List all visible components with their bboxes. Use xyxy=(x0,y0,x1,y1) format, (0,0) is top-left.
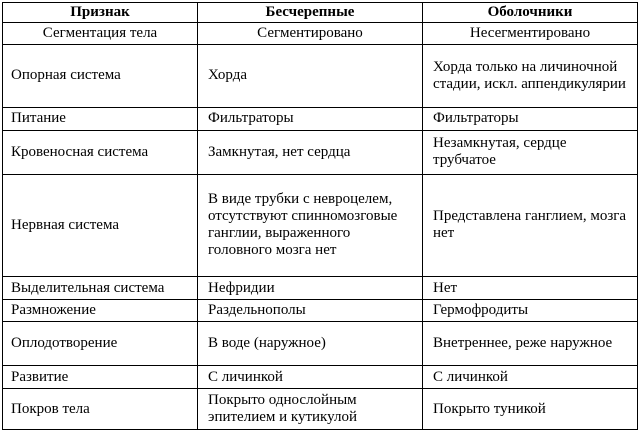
table-row xyxy=(3,366,638,389)
table-row xyxy=(3,322,638,366)
table-cell: Незамкнутая, сердце трубчатое xyxy=(423,130,638,174)
table-row xyxy=(3,389,638,430)
header-cell-cephalochordates: Бесчерепные xyxy=(198,3,423,23)
table-cell: С личинкой xyxy=(198,366,423,389)
table-cell: Кровеносная система xyxy=(3,130,198,174)
table-row xyxy=(3,174,638,277)
table-cell: Фильтраторы xyxy=(423,107,638,130)
table-row xyxy=(3,300,638,322)
table-cell: Размножение xyxy=(3,300,198,322)
comparison-table xyxy=(2,2,638,430)
table-row xyxy=(3,130,638,174)
header-cell-tunicates: Оболочники xyxy=(423,3,638,23)
table-cell: Замкнутая, нет сердца xyxy=(198,130,423,174)
table-cell: Хорда только на личиночной стадии, искл. аппендикулярии xyxy=(423,44,638,107)
table-cell: В виде трубки с невроцелем, отсутствуют спинномозговые ганглии, выраженного головного мозга нет xyxy=(198,174,423,277)
table-row xyxy=(3,277,638,300)
table-cell: Несегментировано xyxy=(423,23,638,45)
table-cell: Оплодотворение xyxy=(3,322,198,366)
table-cell: Покров тела xyxy=(3,389,198,430)
table-row xyxy=(3,107,638,130)
table-cell: Развитие xyxy=(3,366,198,389)
header-cell-feature: Признак xyxy=(3,3,198,23)
table-cell: Выделительная система xyxy=(3,277,198,300)
table-cell: В воде (наружное) xyxy=(198,322,423,366)
table-cell: Нервная система xyxy=(3,174,198,277)
table-row xyxy=(3,44,638,107)
table-cell: Раздельнополы xyxy=(198,300,423,322)
table-cell: Сегментация тела xyxy=(3,23,198,45)
table-cell: Опорная система xyxy=(3,44,198,107)
table-cell: Питание xyxy=(3,107,198,130)
table-cell: Хорда xyxy=(198,44,423,107)
table-row xyxy=(3,23,638,45)
table-cell: Покрыто туникой xyxy=(423,389,638,430)
table-cell: Фильтраторы xyxy=(198,107,423,130)
table-cell: Гермофродиты xyxy=(423,300,638,322)
table-cell: Нефридии xyxy=(198,277,423,300)
table-cell: Внетреннее, реже наружное xyxy=(423,322,638,366)
table-cell: С личинкой xyxy=(423,366,638,389)
table-cell: Сегментировано xyxy=(198,23,423,45)
table-cell: Покрыто однослойным эпителием и кутикулой xyxy=(198,389,423,430)
table-header-row xyxy=(3,3,638,23)
table-cell: Нет xyxy=(423,277,638,300)
table-cell: Представлена ганглием, мозга нет xyxy=(423,174,638,277)
